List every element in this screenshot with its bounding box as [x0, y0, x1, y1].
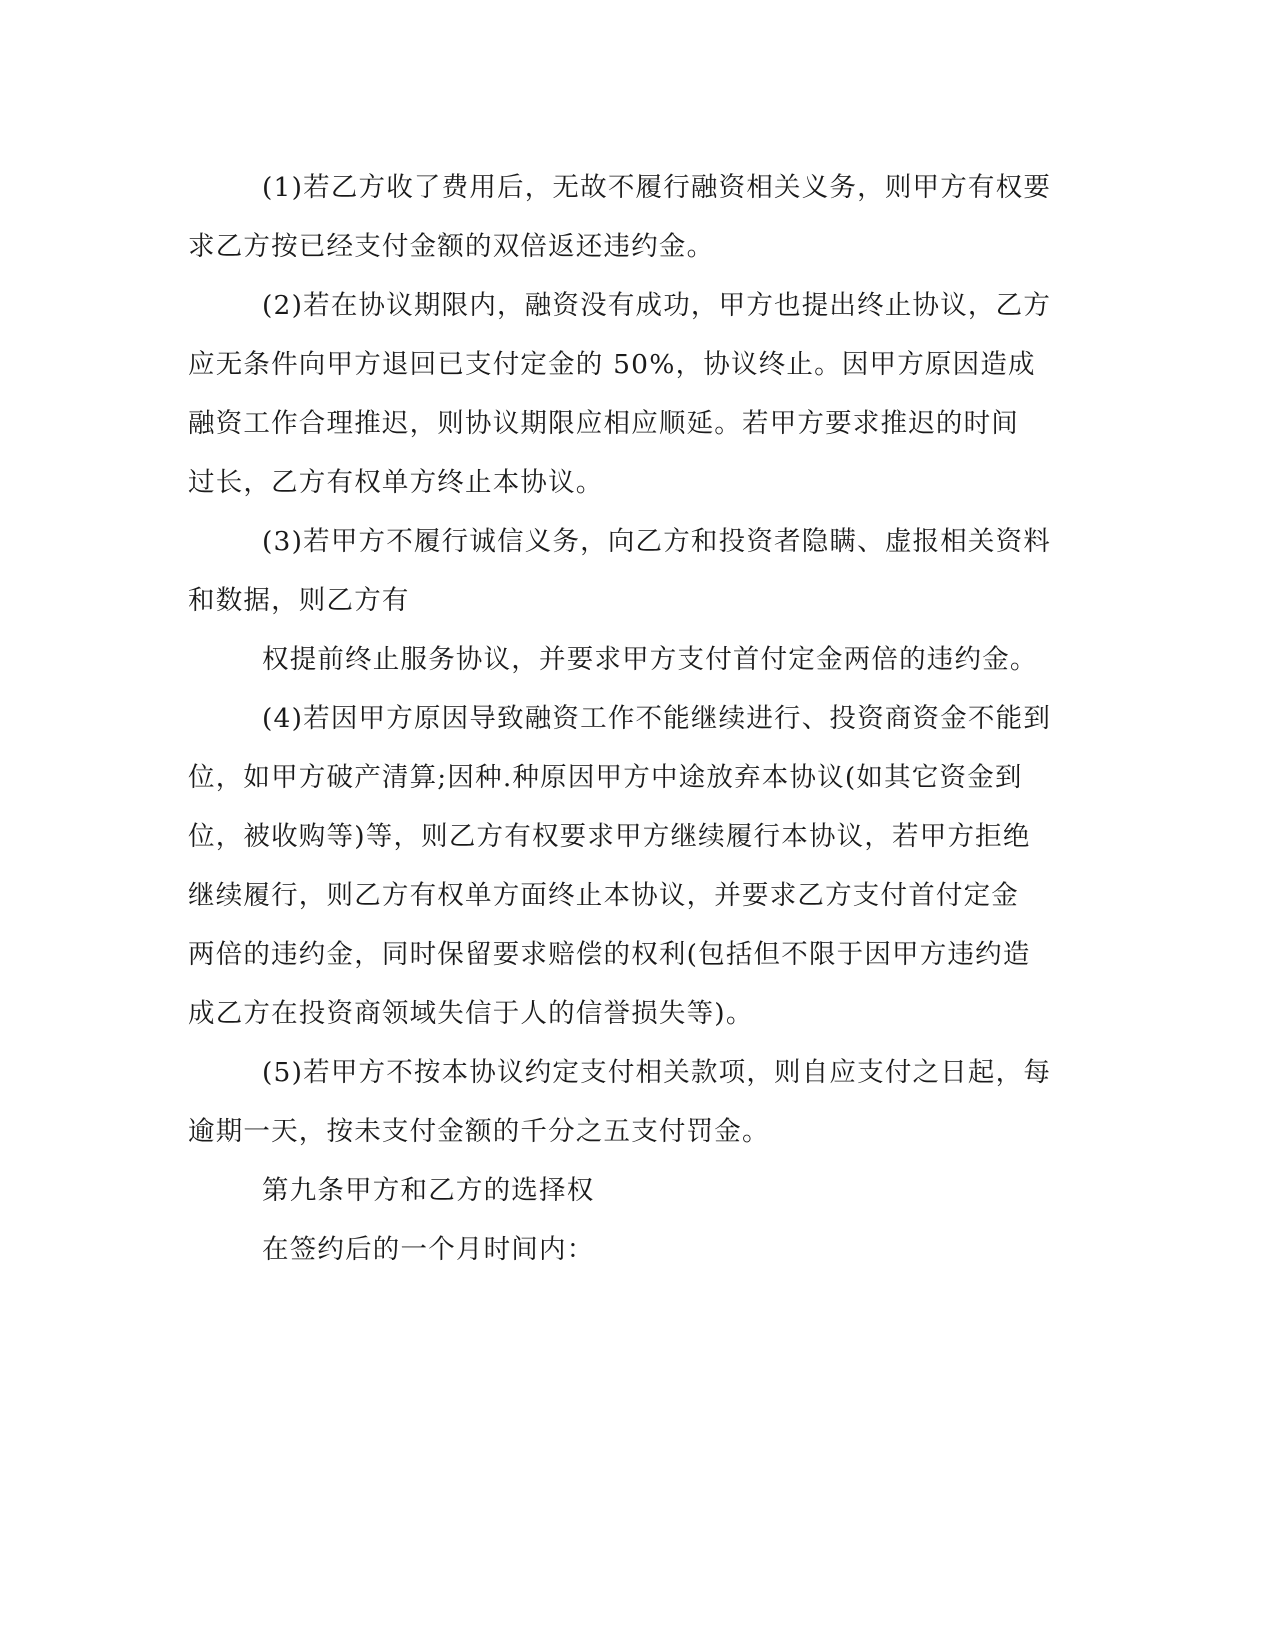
- clause-2-line-4: 过长，乙方有权单方终止本协议。: [188, 467, 604, 498]
- clause-4-line-4: 继续履行，则乙方有权单方面终止本协议，并要求乙方支付首付定金: [188, 880, 1019, 911]
- clause-3-line-1: (3)若甲方不履行诚信义务，向乙方和投资者隐瞒、虚报相关资料: [262, 526, 1052, 557]
- clause-4-line-1: (4)若因甲方原因导致融资工作不能继续进行、投资商资金不能到: [262, 703, 1052, 734]
- clause-3-line-2: 和数据，则乙方有: [188, 585, 410, 616]
- clause-2-line-3: 融资工作合理推迟，则协议期限应相应顺延。若甲方要求推迟的时间: [188, 408, 1019, 439]
- clause-4-line-6: 成乙方在投资商领域失信于人的信誉损失等)。: [188, 998, 754, 1029]
- clause-4-line-5: 两倍的违约金，同时保留要求赔偿的权利(包括但不限于因甲方违约造: [188, 939, 1031, 970]
- article-9-heading: 第九条甲方和乙方的选择权: [262, 1175, 595, 1206]
- clause-1-line-1: (1)若乙方收了费用后，无故不履行融资相关义务，则甲方有权要: [262, 172, 1052, 203]
- clause-4-line-3: 位，被收购等)等，则乙方有权要求甲方继续履行本协议，若甲方拒绝: [188, 821, 1031, 852]
- clause-3-line-3: 权提前终止服务协议，并要求甲方支付首付定金两倍的违约金。: [262, 644, 1038, 675]
- article-9-intro: 在签约后的一个月时间内：: [262, 1234, 595, 1265]
- clause-2-line-2: 应无条件向甲方退回已支付定金的 50%，协议终止。因甲方原因造成: [188, 349, 1036, 380]
- clause-4-line-2: 位，如甲方破产清算;因种.种原因甲方中途放弃本协议(如其它资金到: [188, 762, 1023, 793]
- clause-2-line-1: (2)若在协议期限内，融资没有成功，甲方也提出终止协议，乙方: [262, 290, 1052, 321]
- clause-5-line-1: (5)若甲方不按本协议约定支付相关款项，则自应支付之日起，每: [262, 1057, 1052, 1088]
- clause-1-line-2: 求乙方按已经支付金额的双倍返还违约金。: [188, 231, 715, 262]
- clause-5-line-2: 逾期一天，按未支付金额的千分之五支付罚金。: [188, 1116, 770, 1147]
